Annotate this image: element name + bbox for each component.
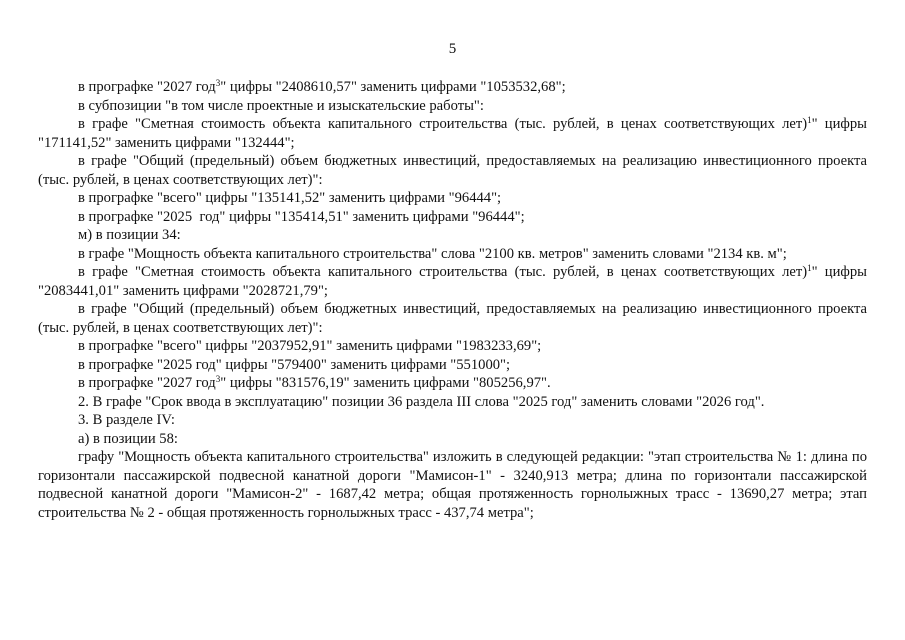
paragraph-13-text-a: в прографке "2027 год [78, 375, 216, 391]
paragraph-3 [38, 115, 867, 152]
paragraph-1-text-b: " цифры "2408610,57" заменить цифрами "1053532,68"; [220, 79, 566, 95]
paragraph-17: графу "Мощность объекта капитального строительства" изложить в следующей редакции: "этап строительства № 1: длина по горизонтали пассажирской подвесной канатной дороги "Мамисон-1" - 3240,913 метра; длина по горизонтали пассажирской подвесной канатной дороги "Мамисон-2" - 1687,42 метра; общая протяженность горнолыжных трасс - 13690,27 метра; этап строительства № 2 - общая протяженность горнолыжных трасс - 437,74 метра"; [38, 449, 867, 521]
paragraph-14: 2. В графе "Срок ввода в эксплуатацию" позиции 36 раздела III слова "2025 год" заменить словами "2026 год". [78, 393, 765, 410]
paragraph-16: а) в позиции 58: [78, 430, 178, 447]
paragraph-12: в прографке "2025 год" цифры "579400" заменить цифрами "551000"; [78, 356, 511, 373]
paragraph-3-text-a: в графе "Сметная стоимость объекта капитального строительства (тыс. рублей, в ценах соответствующих лет) [78, 116, 808, 132]
paragraph-7: м) в позиции 34: [78, 227, 181, 243]
paragraph-1 [38, 78, 867, 97]
paragraph-2: в субпозиции "в том числе проектные и изыскательские работы": [78, 97, 484, 114]
paragraph-9-text-a: в графе "Сметная стоимость объекта капитального строительства (тыс. рублей, в ценах соответствующих лет) [78, 264, 808, 280]
paragraph-5: в прографке "всего" цифры "135141,52" заменить цифрами "96444"; [78, 190, 502, 206]
paragraph-8: в графе "Мощность объекта капитального строительства" слова "2100 кв. метров" заменить словами "2134 кв. м"; [78, 245, 787, 262]
paragraph-9 [38, 263, 867, 300]
paragraph-10: в графе "Общий (предельный) объем бюджетных инвестиций, предоставляемых на реализацию инвестиционного проекта (тыс. рублей, в ценах соответствующих лет)": [38, 301, 867, 336]
footnote-mark-3: 3 [215, 78, 221, 88]
paragraph-13 [38, 374, 867, 393]
document-body [38, 78, 867, 522]
footnote-mark-1: 1 [807, 115, 812, 125]
paragraph-6: в прографке "2025 год" цифры "135414,51" заменить цифрами "96444"; [78, 208, 525, 225]
paragraph-15: 3. В разделе IV: [78, 412, 175, 428]
paragraph-4: в графе "Общий (предельный) объем бюджетных инвестиций, предоставляемых на реализацию инвестиционного проекта (тыс. рублей, в ценах соответствующих лет)": [38, 153, 867, 188]
page-number: 5 [448, 41, 457, 57]
paragraph-9-text-b: " цифры "2083441,01" заменить цифрами "2028721,79"; [38, 264, 867, 299]
paragraph-1-text-a: в прографке "2027 год [78, 79, 216, 95]
footnote-mark-3b: 3 [215, 374, 221, 384]
footnote-mark-1b: 1 [807, 263, 812, 273]
paragraph-13-text-b: " цифры "831576,19" заменить цифрами "805256,97". [220, 375, 551, 391]
paragraph-11: в прографке "всего" цифры "2037952,91" заменить цифрами "1983233,69"; [78, 338, 542, 354]
paragraph-3-text-b: " цифры "171141,52" заменить цифрами "132444"; [38, 116, 867, 151]
